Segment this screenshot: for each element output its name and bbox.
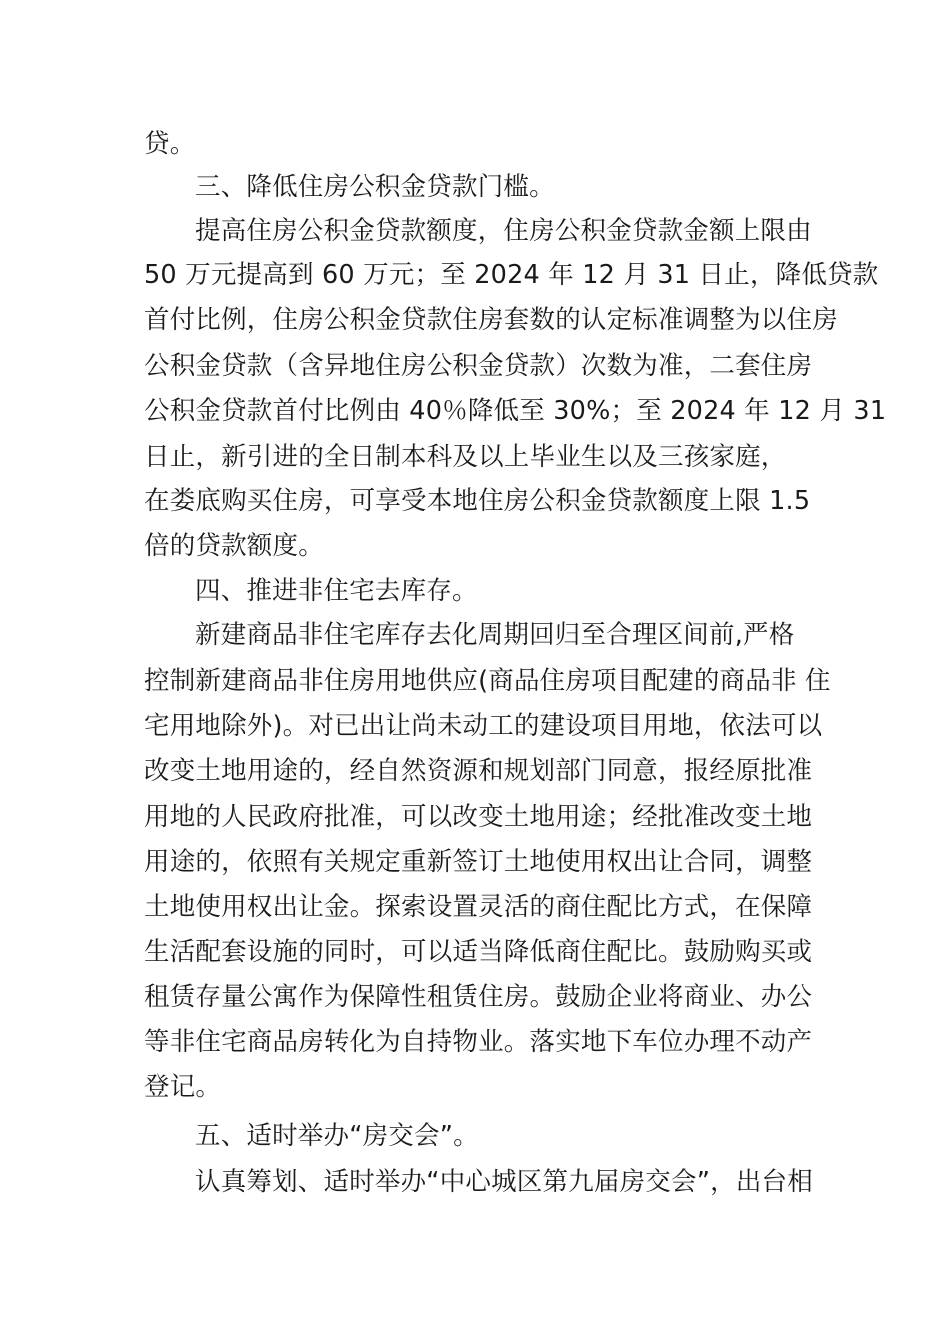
text-line: 等非住宅商品房转化为自持物业。落实地下车位办理不动产 <box>144 1027 813 1057</box>
text-line: 土地使用权出让金。探索设置灵活的商住配比方式，在保障 <box>144 892 813 922</box>
text-line: 宅用地除外)。对已出让尚未动工的建设项目用地，依法可以 <box>144 711 823 741</box>
text-line: 公积金贷款（含异地住房公积金贷款）次数为准，二套住房 <box>144 351 813 381</box>
section-heading-3: 三、降低住房公积金贷款门槛。 <box>195 172 555 202</box>
text-line: 用途的，依照有关规定重新签订土地使用权出让合同，调整 <box>144 847 813 877</box>
paragraph-line: 提高住房公积金贷款额度，住房公积金贷款金额上限由 <box>195 216 812 246</box>
section-heading-4: 四、推进非住宅去库存。 <box>195 576 478 606</box>
text-line: 日止，新引进的全日制本科及以上毕业生以及三孩家庭， <box>144 442 787 472</box>
text-line: 50 万元提高到 60 万元；至 2024 年 12 月 31 日止，降低贷款 <box>144 260 879 290</box>
text-line: 贷。 <box>144 129 196 159</box>
text-line: 首付比例，住房公积金贷款住房套数的认定标准调整为以住房 <box>144 305 838 335</box>
text-line: 用地的人民政府批准，可以改变土地用途；经批准改变土地 <box>144 802 813 832</box>
paragraph-line: 新建商品非住宅库存去化周期回归至合理区间前,严格 <box>195 620 795 650</box>
text-line: 公积金贷款首付比例由 40％降低至 30%；至 2024 年 12 月 31 <box>144 396 887 426</box>
text-line: 控制新建商品非住房用地供应(商品住房项目配建的商品非 住 <box>144 666 831 696</box>
text-line: 生活配套设施的同时，可以适当降低商住配比。鼓励购买或 <box>144 937 813 967</box>
paragraph-line: 认真筹划、适时举办“中心城区第九届房交会”，出台相 <box>195 1167 813 1197</box>
text-line: 租赁存量公寓作为保障性租赁住房。鼓励企业将商业、办公 <box>144 982 813 1012</box>
text-line: 在娄底购买住房，可享受本地住房公积金贷款额度上限 1.5 <box>144 486 811 516</box>
text-line: 改变土地用途的，经自然资源和规划部门同意，报经原批准 <box>144 756 813 786</box>
section-heading-5: 五、适时举办“房交会”。 <box>195 1121 479 1151</box>
text-line: 登记。 <box>144 1072 222 1102</box>
text-line: 倍的贷款额度。 <box>144 531 324 561</box>
